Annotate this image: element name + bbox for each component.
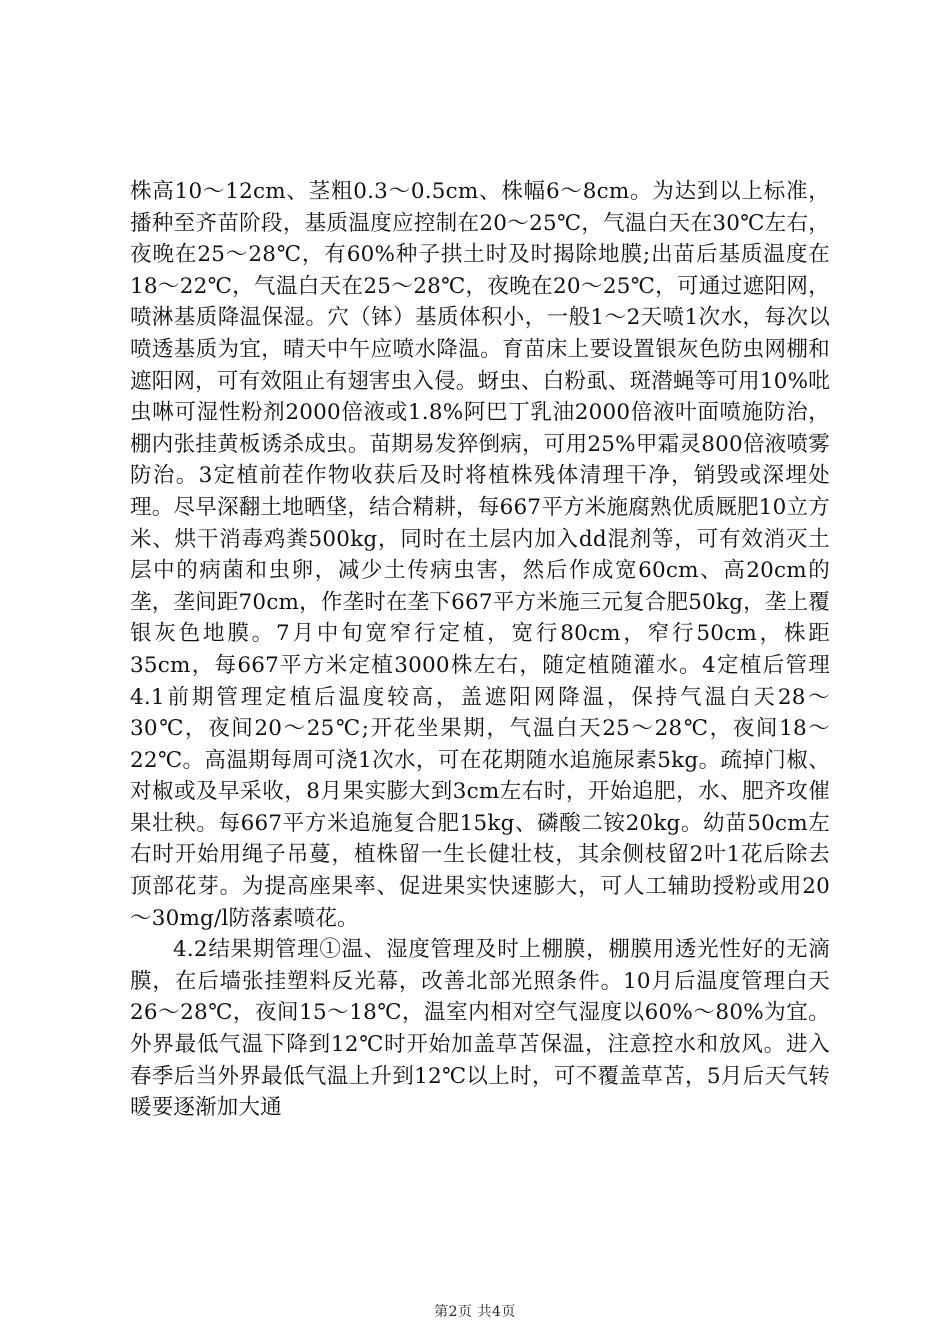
paragraph-1: 株高10～12cm、茎粗0.3～0.5cm、株幅6～8cm。为达到以上标准，播种至齐苗阶段，基质温度应控制在20～25℃，气温白天在30℃左右，夜晚在25～28℃，有60%种子拱土时及时揭除地膜;出苗后基质温度在18～22℃，气温白天在25～28℃，夜晚在20～25℃，可通过遮阳网，喷淋基质降温保湿。穴（钵）基质体积小，一般1～2天喷1次水，每次以喷透基质为宜，晴天中午应喷水降温。育苗床上要设置银灰色防虫网棚和遮阳网，可有效阻止有翅害虫入侵。蚜虫、白粉虱、斑潜蝇等可用10%吡虫啉可湿性粉剂2000倍液或1.8%阿巴丁乳油2000倍液叶面喷施防治，棚内张挂黄板诱杀成虫。苗期易发猝倒病，可用25%甲霜灵800倍液喷雾防治。3定植前茬作物收获后及时将植株残体清理干净，销毁或深埋处理。尽早深翻土地晒垡，结合精耕，每667平方米施腐熟优质厩肥10立方米、烘干消毒鸡粪500kg，同时在土层内加入dd混剂等，可有效消灭土层中的病菌和虫卵，减少土传病虫害，然后作成宽60cm、高20cm的垄，垄间距70cm，作垄时在垄下667平方米施三元复合肥50kg，垄上覆银灰色地膜。7月中旬宽窄行定植，宽行80cm，窄行50cm，株距35cm，每667平方米定植3000株左右，随定植随灌水。4定植后管理4.1前期管理定植后温度较高，盖遮阳网降温，保持气温白天28～30℃，夜间20～25℃;开花坐果期，气温白天25～28℃，夜间18～22℃。高温期每周可浇1次水，可在花期随水追施尿素5kg。疏掉门椒、对椒或及早采收，8月果实膨大到3cm左右时，开始追肥，水、肥齐攻催果壮秧。每667平方米追施复合肥15kg、磷酸二铵20kg。幼苗50cm左右时开始用绳子吊蔓，植株留一生长健壮枝，其余侧枝留2叶1花后除去顶部花芽。为提高座果率、促进果实快速膨大，可人工辅助授粉或用20～30mg/l防落素喷花。 xyxy=(130,179,830,931)
paragraph-2: 4.2结果期管理①温、湿度管理及时上棚膜，棚膜用透光性好的无滴膜，在后墙张挂塑料反光幕，改善北部光照条件。10月后温度管理白天26～28℃，夜间15～18℃，温室内相对空气湿度以60%～80%为宜。外界最低气温下降到12℃时开始加盖草苫保温，注意控水和放风。进入春季后当外界最低气温上升到12℃以上时，可不覆盖草苫，5月后天气转暖要逐渐加大通 xyxy=(130,937,830,1121)
document-body xyxy=(130,176,830,1124)
page-number-footer: 第2页 共4页 xyxy=(434,1304,516,1320)
